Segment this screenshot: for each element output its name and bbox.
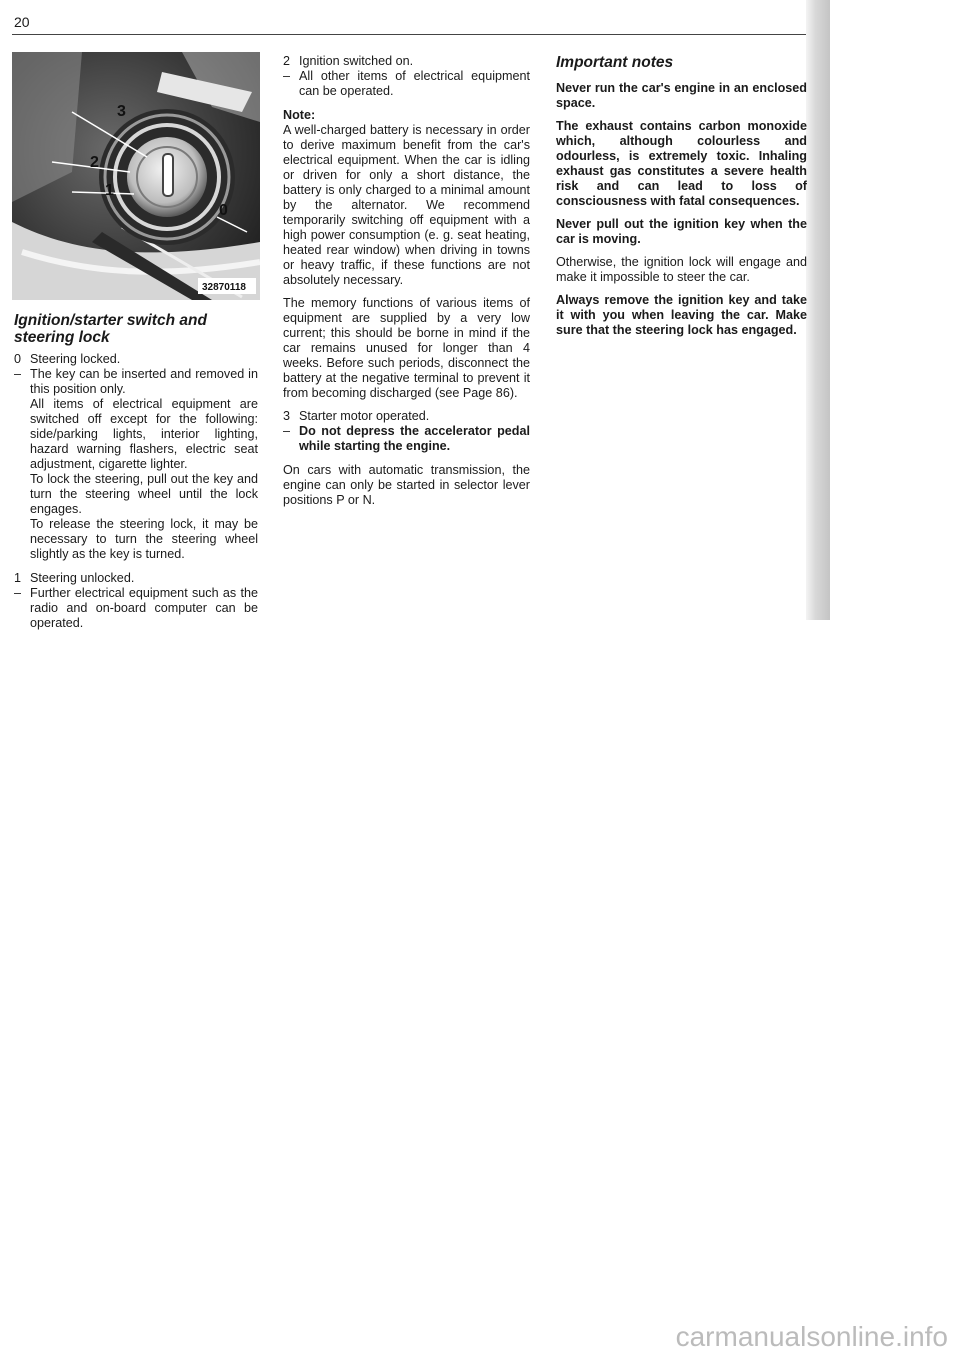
memory-paragraph: The memory functions of various items of equipment are supplied by a very low current; this should be borne in mind if the car remains unused for longer than 4 weeks. Before such periods, disconnect the battery at the negative terminal to prevent it from becoming discharged (see Page 86). (283, 296, 530, 400)
page-number: 20 (14, 14, 30, 30)
note-paragraph (283, 108, 530, 288)
item-line: All items of electrical equipment are switched off except for the following: side/parking lights, interior lighting, hazard warning flashers, electric seat adjustment, cigarette lighter. (30, 397, 258, 471)
watermark: carmanualsonline.info (675, 1321, 948, 1352)
starter-warning: Do not depress the accelerator pedal while starting the engine. (299, 424, 530, 453)
item-line: Further electrical equipment such as the radio and on-board computer can be operated. (30, 586, 258, 630)
item-line: Starter motor operated. (299, 409, 430, 423)
enclosed-space-warning: Never run the car's engine in an enclosed space. (556, 81, 807, 110)
item-number: 3 – (283, 409, 291, 438)
item-number: 0 – (14, 352, 22, 381)
item-line: To release the steering lock, it may be necessary to turn the steering wheel slightly as the key is turned. (30, 517, 258, 561)
page-binding-shadow (806, 0, 830, 620)
position-1-item (14, 571, 258, 631)
position-3-item (283, 409, 530, 454)
position-2-item (283, 54, 530, 99)
automatic-transmission-paragraph: On cars with automatic transmission, the engine can only be started in selector lever positions P or N. (283, 463, 530, 507)
ignition-key-warning: Never pull out the ignition key when the car is moving. (556, 217, 807, 246)
position-0-item (14, 352, 258, 562)
exhaust-warning: The exhaust contains carbon monoxide which, although colourless and odourless, is extremely toxic. Inhaling exhaust gas constitutes a severe health risk and can lead to loss of consciousness with fatal consequences. (556, 119, 807, 208)
item-number: 1 – (14, 571, 22, 600)
item-line: Steering locked. (30, 352, 121, 366)
item-number: 2 – (283, 54, 291, 83)
item-line: All other items of electrical equipment can be operated. (299, 69, 530, 98)
left-column (14, 312, 258, 640)
ignition-switch-heading: Ignition/starter switch and steering lock (14, 312, 207, 346)
remove-key-warning: Always remove the ignition key and take it with you when leaving the car. Make sure that the steering lock has engaged. (556, 293, 807, 337)
item-line: To lock the steering, pull out the key and turn the steering wheel until the lock engages. (30, 472, 258, 516)
callout-0: 0 (219, 202, 228, 219)
callout-2: 2 (90, 154, 99, 171)
callout-1: 1 (105, 182, 114, 199)
ignition-lock-text: Otherwise, the ignition lock will engage and make it impossible to steer the car. (556, 255, 807, 284)
item-line: The key can be inserted and removed in this position only. (30, 367, 258, 396)
header-rule (12, 34, 810, 35)
note-text: A well-charged battery is necessary in order to derive maximum benefit from the car's electrical equipment. When the car is idling or driven for only a short distance, the battery is only charged to a minimal amount by the alternator. We recommend temporarily switching off equipment with a high power consumption (e. g. seat heating, heated rear window) when driving in towns or heavy traffic, if these functions are not absolutely necessary. (283, 123, 530, 287)
ignition-switch-photo (12, 52, 260, 300)
callout-3: 3 (117, 103, 126, 120)
item-line: Steering unlocked. (30, 571, 135, 585)
middle-column (283, 54, 530, 516)
item-line: Ignition switched on. (299, 54, 414, 68)
important-notes-heading: Important notes (556, 54, 674, 71)
note-label: Note: (283, 108, 316, 122)
figure-code: 32870118 (202, 282, 246, 293)
ignition-switch-illustration (12, 52, 260, 300)
right-column (556, 54, 807, 346)
